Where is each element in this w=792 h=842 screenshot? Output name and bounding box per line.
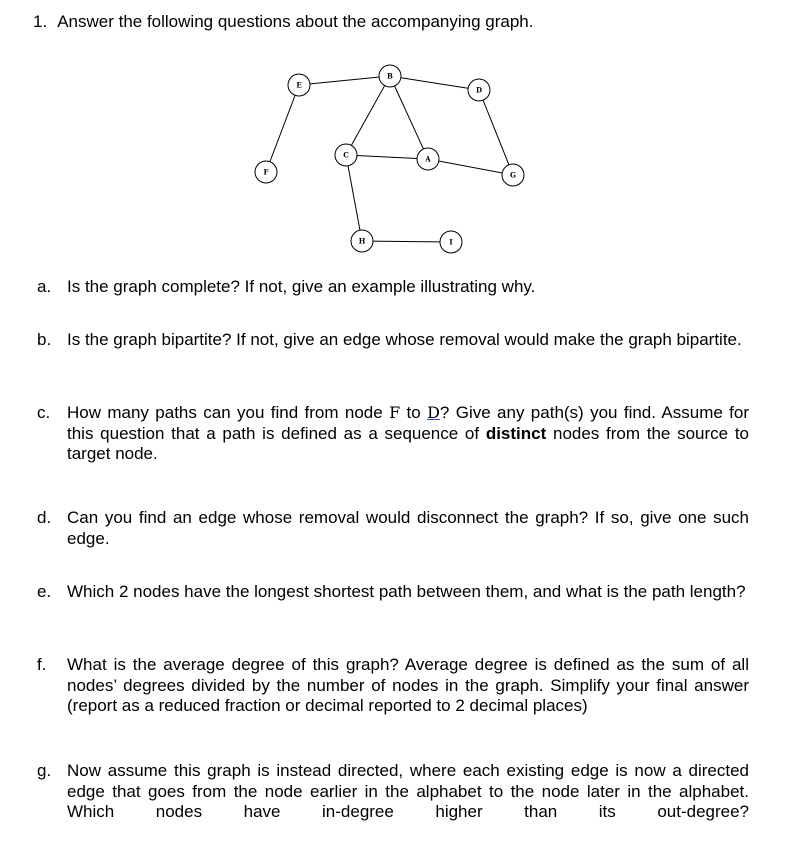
node-g-label: G <box>510 170 516 180</box>
node-c-label: C <box>343 150 349 160</box>
question-item-g <box>37 761 749 823</box>
question-item-c <box>37 403 749 465</box>
item-c-bold: distinct <box>485 423 547 443</box>
question-item-e <box>37 582 749 603</box>
item-text-c <box>67 403 749 465</box>
item-text-e: Which 2 nodes have the longest shortest path between them, and what is the path length? <box>67 582 746 601</box>
item-c-part3: ? Give any path(s) you find. Assume for this question that a path is defined as a sequence of <box>67 403 750 443</box>
item-text-a: Is the graph complete? If not, give an example illustrating why. <box>67 277 536 296</box>
edge-b-c <box>346 76 390 155</box>
edge-h-i <box>362 241 451 242</box>
question-number: 1. <box>33 12 48 31</box>
item-letter-e: e. <box>37 582 52 601</box>
item-letter-g: g. <box>37 761 52 780</box>
item-letter-f: f. <box>37 655 47 674</box>
edge-a-g <box>428 159 513 175</box>
node-b <box>379 65 401 87</box>
node-i <box>440 231 462 253</box>
edge-d-g <box>479 90 513 175</box>
item-letter-d: d. <box>37 508 52 527</box>
edge-b-d <box>390 76 479 90</box>
question-title-text: Answer the following questions about the accompanying graph. <box>57 12 534 31</box>
item-letter-b: b. <box>37 330 52 349</box>
node-c <box>335 144 357 166</box>
item-letter-c: c. <box>37 403 51 422</box>
node-e-label: E <box>296 80 302 90</box>
question-item-f <box>37 655 749 717</box>
item-text-b: Is the graph bipartite? If not, give an edge whose removal would make the graph bipartite. <box>67 330 742 349</box>
item-c-node-to: D <box>427 403 440 422</box>
item-text-g: Now assume this graph is instead directed, where each existing edge is now a directed edge that goes from the node earlier in the alphabet to the node later in the alphabet. Which nodes have in-degree higher than its out-degree? <box>67 761 749 821</box>
item-c-part2: to <box>400 403 428 422</box>
edge-c-h <box>346 155 362 241</box>
edge-e-f <box>266 85 299 172</box>
question-item-b <box>37 330 749 351</box>
node-h-label: H <box>358 236 366 246</box>
item-letter-a: a. <box>37 277 52 296</box>
item-text-f: What is the average degree of this graph? Average degree is defined as the sum of all nodes’ degrees divided by the number of nodes in the graph. Simplify your final answer (report as a reduced fraction or decimal reported to 2 decimal places) <box>67 655 749 715</box>
node-g <box>502 164 524 186</box>
node-d <box>468 79 490 101</box>
question-item-d <box>37 508 749 549</box>
node-f-label: F <box>263 167 269 177</box>
node-d-label: D <box>475 85 483 95</box>
node-i-label: I <box>449 237 453 247</box>
edge-b-a <box>390 76 428 159</box>
item-c-part4: nodes from the source to target node. <box>67 423 749 463</box>
node-h <box>351 230 373 252</box>
node-f <box>255 161 277 183</box>
node-a-label: A <box>425 154 431 164</box>
item-c-part1: How many paths can you find from node <box>67 403 390 422</box>
edge-c-a <box>346 155 428 159</box>
node-b-label: B <box>387 71 393 81</box>
question-item-a <box>37 277 749 298</box>
item-c-node-from: F <box>389 403 401 422</box>
node-a <box>417 148 439 170</box>
node-e <box>288 74 310 96</box>
item-text-d: Can you find an edge whose removal would disconnect the graph? If so, give one such edge. <box>67 508 749 548</box>
edge-e-b <box>299 76 390 85</box>
